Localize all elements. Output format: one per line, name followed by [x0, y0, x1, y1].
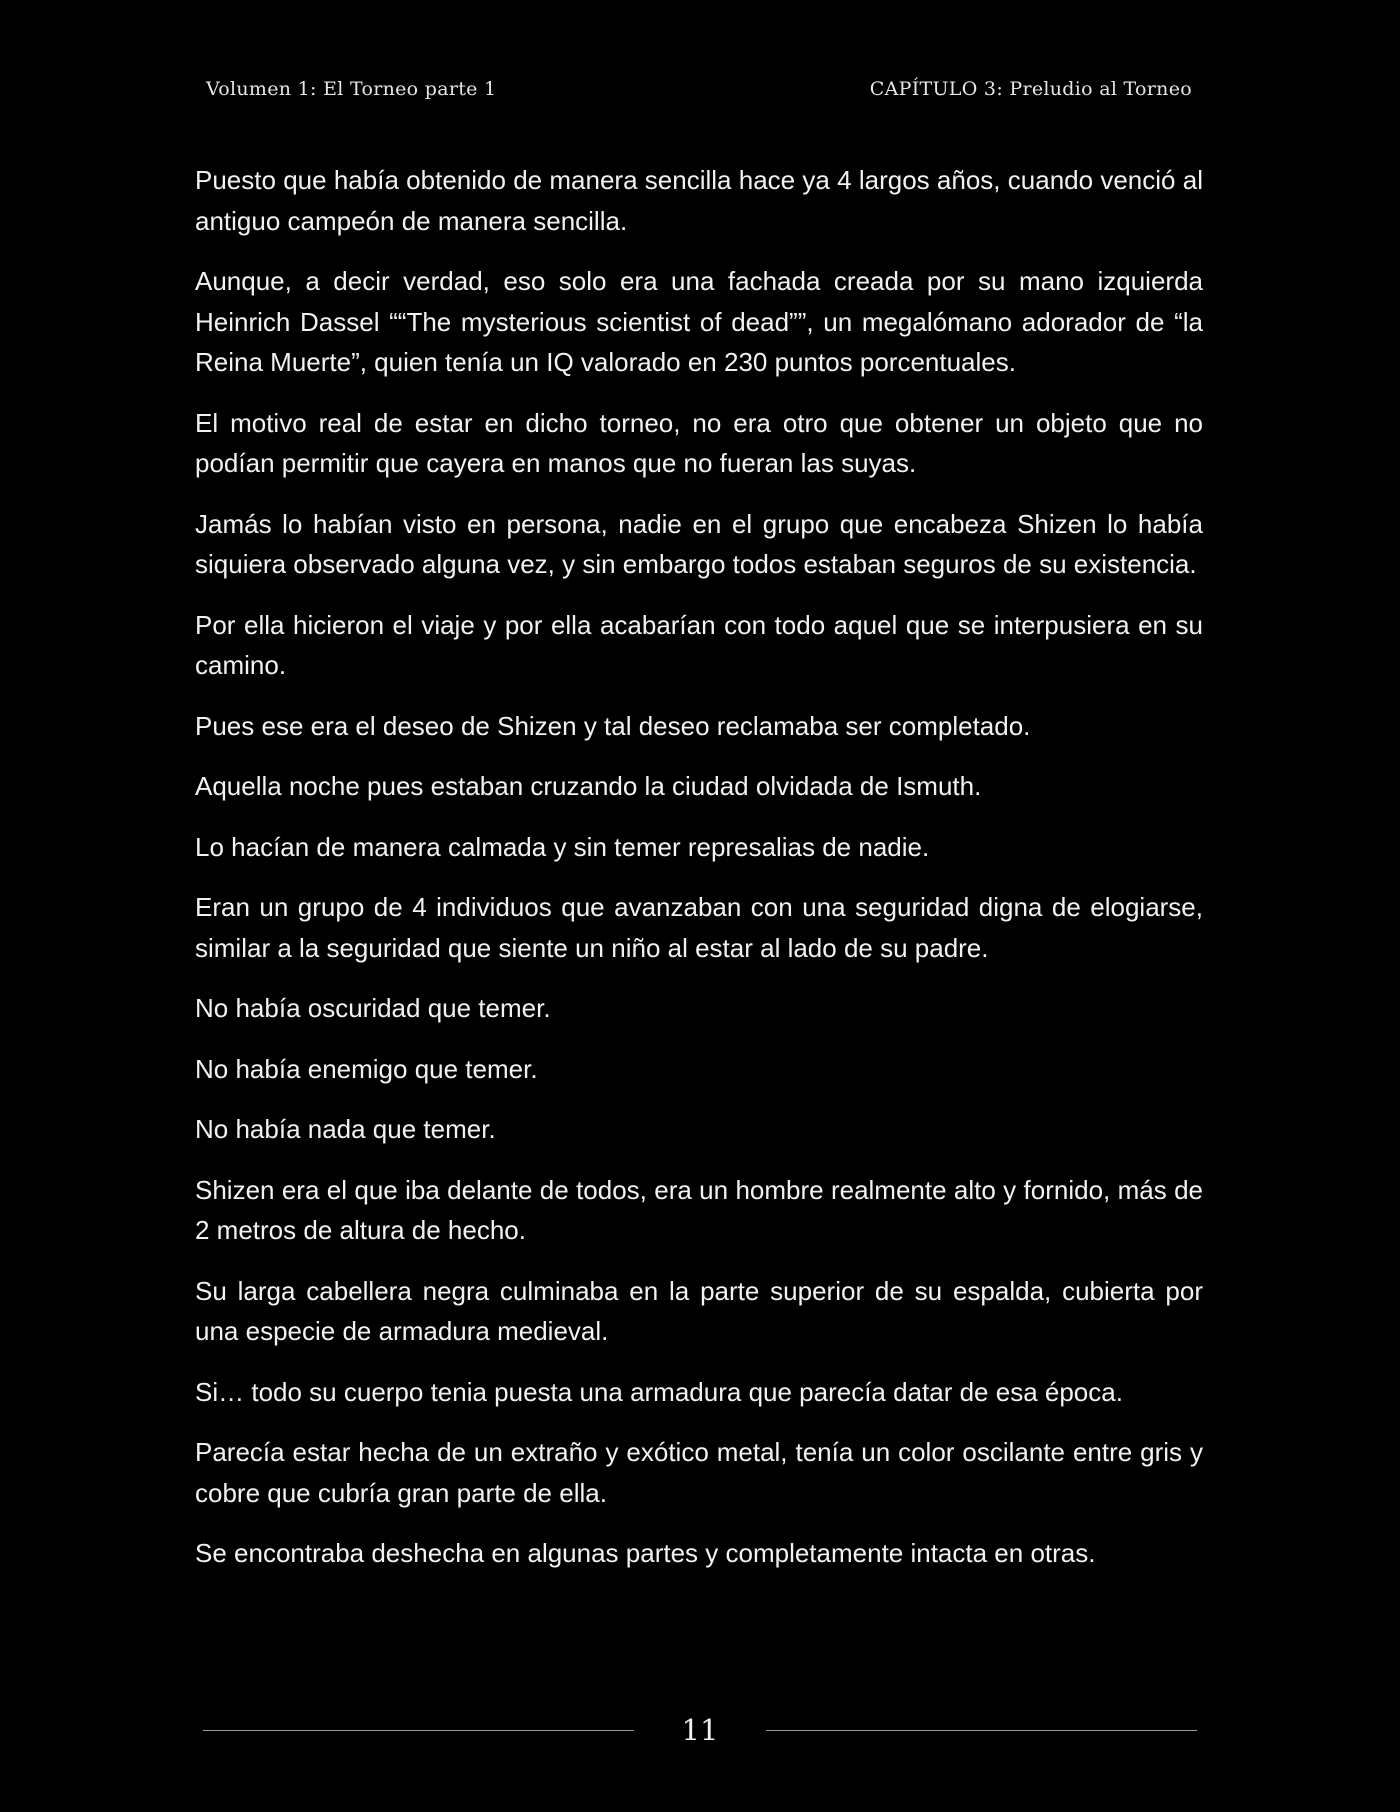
- paragraph: Su larga cabellera negra culminaba en la parte superior de su espalda, cubierta por una especie de armadura medieval.: [195, 1275, 1203, 1346]
- running-header: [206, 78, 1192, 100]
- paragraph: No había nada que temer.: [195, 1114, 496, 1144]
- volume-title: Volumen 1: El Torneo parte 1: [206, 78, 497, 100]
- paragraph: Eran un grupo de 4 individuos que avanzaban con una seguridad digna de elogiarse, similar a la seguridad que siente un niño al estar al lado de su padre.: [195, 892, 1203, 963]
- paragraph: Lo hacían de manera calmada y sin temer represalias de nadie.: [195, 831, 930, 862]
- paragraph: Por ella hicieron el viaje y por ella acabarían con todo aquel que se interpusiera en su camino.: [195, 609, 1203, 680]
- footer-rule-right: [766, 1730, 1197, 1731]
- paragraph: No había oscuridad que temer.: [195, 993, 551, 1023]
- body-text: [195, 160, 1203, 1594]
- paragraph: Shizen era el que iba delante de todos, era un hombre realmente alto y fornido, más de 2 metros de altura de hecho.: [195, 1174, 1203, 1245]
- paragraph: El motivo real de estar en dicho torneo, no era otro que obtener un objeto que no podían permitir que cayera en manos que no fueran las suyas.: [195, 407, 1203, 478]
- chapter-title: CAPÍTULO 3: Preludio al Torneo: [869, 78, 1192, 100]
- page-number: 11: [681, 1713, 719, 1747]
- paragraph: Se encontraba deshecha en algunas partes y completamente intacta en otras.: [195, 1538, 1096, 1568]
- page-footer: [203, 1706, 1197, 1754]
- paragraph: Si… todo su cuerpo tenia puesta una armadura que parecía datar de esa época.: [195, 1376, 1123, 1407]
- paragraph: No había enemigo que temer.: [195, 1053, 538, 1084]
- paragraph: Pues ese era el deseo de Shizen y tal deseo reclamaba ser completado.: [195, 710, 1031, 741]
- footer-rule-left: [203, 1730, 634, 1731]
- paragraph: Jamás lo habían visto en persona, nadie en el grupo que encabeza Shizen lo había siquiera observado alguna vez, y sin embargo todos estaban seguros de su existencia.: [195, 508, 1203, 579]
- paragraph: Aunque, a decir verdad, eso solo era una fachada creada por su mano izquierda Heinrich Dassel ““The mysterious scientist of dead””, un megalómano adorador de “la Reina Muerte”, quien tenía un IQ valorado en 230 puntos porcentuales.: [195, 266, 1203, 377]
- paragraph: Parecía estar hecha de un extraño y exótico metal, tenía un color oscilante entre gris y cobre que cubría gran parte de ella.: [195, 1437, 1203, 1508]
- paragraph: Puesto que había obtenido de manera sencilla hace ya 4 largos años, cuando venció al antiguo campeón de manera sencilla.: [195, 165, 1203, 236]
- paragraph: Aquella noche pues estaban cruzando la ciudad olvidada de Ismuth.: [195, 771, 982, 801]
